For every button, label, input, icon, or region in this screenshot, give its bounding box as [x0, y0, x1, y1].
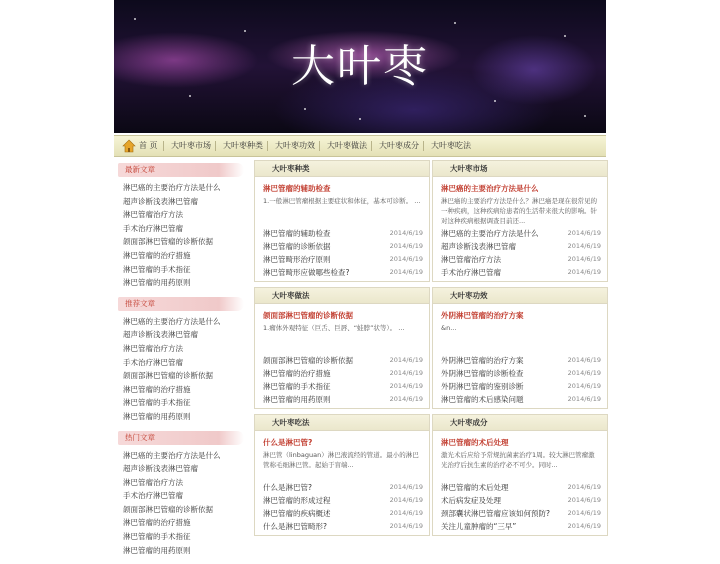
nav-item-ingredients[interactable]: 大叶枣成分: [379, 141, 419, 150]
panel-header: 大叶枣吃法: [255, 415, 429, 431]
sidebar-link[interactable]: 淋巴管瘤的用药原则: [123, 278, 191, 288]
list-item[interactable]: 颌面部淋巴管瘤的诊断依据 2014/6/19: [263, 356, 423, 365]
sidebar-link[interactable]: 颌面部淋巴管瘤的诊断依据: [123, 371, 213, 381]
sidebar-heading-recommended: 推荐文章: [118, 297, 244, 311]
panel-featured-desc: 淋巴癌的主要治疗方法是什么？淋巴癌是现在很常见的一种疾病，这种疾病给患者的生活带来很大的影响。针对这种疾病根据调查目前还...: [441, 197, 597, 225]
nav-item-eating[interactable]: 大叶枣吃法: [431, 141, 471, 150]
panel-featured-title[interactable]: 什么是淋巴管?: [263, 438, 313, 447]
sidebar-link[interactable]: 淋巴管瘤的手术指征: [123, 264, 191, 274]
list-item[interactable]: 淋巴管瘤的术后感染问题 2014/6/19: [441, 395, 601, 404]
list-item[interactable]: 超声诊断浅表淋巴管瘤 2014/6/19: [441, 242, 601, 251]
page-wrapper: [114, 0, 606, 555]
list-item[interactable]: 淋巴管瘤的手术指征 2014/6/19: [263, 382, 423, 391]
sidebar-link[interactable]: 手术治疗淋巴管瘤: [123, 491, 183, 501]
sidebar-link[interactable]: 淋巴管瘤的治疗措施: [123, 518, 191, 528]
latest-articles-list: [114, 181, 249, 290]
list-item[interactable]: 外阴淋巴管瘤的治疗方案 2014/6/19: [441, 356, 601, 365]
panel-article-list: [263, 481, 423, 533]
main-nav: [114, 135, 606, 157]
list-item[interactable]: 淋巴管畸形治疗原则 2014/6/19: [263, 255, 423, 264]
sidebar-link[interactable]: 淋巴管瘤的用药原则: [123, 545, 191, 555]
sidebar-link[interactable]: 淋巴管瘤的手术指征: [123, 398, 191, 408]
sidebar-link[interactable]: 超声诊断浅表淋巴管瘤: [123, 464, 198, 474]
sidebar-link[interactable]: 超声诊断浅表淋巴管瘤: [123, 196, 198, 206]
sidebar-link[interactable]: 手术治疗淋巴管瘤: [123, 357, 183, 367]
sidebar-heading-popular: 热门文章: [118, 431, 244, 445]
list-item[interactable]: 淋巴管瘤的诊断依据 2014/6/19: [263, 242, 423, 251]
list-item[interactable]: 淋巴管瘤的辅助检查 2014/6/19: [263, 229, 423, 238]
panel-ingredients: [432, 414, 608, 536]
list-item[interactable]: 淋巴管瘤的治疗措施 2014/6/19: [263, 369, 423, 378]
sidebar-link[interactable]: 淋巴癌的主要治疗方法是什么: [123, 183, 221, 192]
sidebar-link[interactable]: 颌面部淋巴管瘤的诊断依据: [123, 504, 213, 514]
list-item[interactable]: 淋巴管畸形应做哪些检查? 2014/6/19: [263, 268, 423, 277]
nav-separator: [215, 141, 216, 151]
list-item[interactable]: 外阴淋巴管瘤的诊断检查 2014/6/19: [441, 369, 601, 378]
panel-header: 大叶枣功效: [433, 288, 607, 304]
sidebar-link[interactable]: 淋巴管瘤的用药原则: [123, 411, 191, 421]
sidebar-link[interactable]: 颌面部淋巴管瘤的诊断依据: [123, 237, 213, 247]
panel-featured-desc: 1.瘤体外观特征（巨舌、巨唇、“蛙脖”状等）。 ...: [263, 324, 405, 332]
nav-item-recipes[interactable]: 大叶枣做法: [327, 141, 367, 150]
panel-header: 大叶枣做法: [255, 288, 429, 304]
list-item[interactable]: 淋巴管瘤的形成过程 2014/6/19: [263, 496, 423, 505]
panel-featured-title[interactable]: 外阴淋巴管瘤的治疗方案: [441, 311, 524, 320]
list-item[interactable]: 颈部囊状淋巴管瘤应该如何预防? 2014/6/19: [441, 509, 601, 518]
sidebar-link[interactable]: 淋巴癌的主要治疗方法是什么: [123, 316, 221, 326]
nav-separator: [267, 141, 268, 151]
site-title: 大叶枣: [291, 41, 429, 92]
sidebar: [114, 160, 249, 564]
list-item[interactable]: 淋巴管瘤的术后处理 2014/6/19: [441, 483, 601, 492]
sidebar-link[interactable]: 手术治疗淋巴管瘤: [123, 223, 183, 233]
nav-item-varieties[interactable]: 大叶枣种类: [223, 141, 263, 150]
panel-featured-title[interactable]: 淋巴管瘤的辅助检查: [263, 184, 331, 193]
popular-articles-list: [114, 449, 249, 558]
sidebar-link[interactable]: 淋巴管瘤的治疗措施: [123, 250, 191, 260]
list-item[interactable]: 术后病发症及处理 2014/6/19: [441, 496, 601, 505]
panel-featured-desc: 激光术后应给予常规抗菌素治疗1周。较大淋巴管瘤激光治疗后抗生素的治疗必不可少。同时...: [441, 451, 595, 469]
sidebar-heading-latest: 最新文章: [118, 163, 244, 177]
list-item[interactable]: 手术治疗淋巴管瘤 2014/6/19: [441, 268, 601, 277]
header-banner: [114, 0, 606, 133]
panel-benefits: [432, 287, 608, 409]
panel-featured-title[interactable]: 淋巴癌的主要治疗方法是什么: [441, 184, 539, 193]
panel-article-list: [441, 354, 601, 406]
sidebar-link[interactable]: 淋巴管瘤的手术指征: [123, 532, 191, 542]
list-item[interactable]: 淋巴管瘤的用药原则 2014/6/19: [263, 395, 423, 404]
list-item[interactable]: 关注儿童肿瘤的“三早” 2014/6/19: [441, 522, 601, 531]
list-item[interactable]: 淋巴癌的主要治疗方法是什么 2014/6/19: [441, 229, 601, 238]
list-item[interactable]: 外阴淋巴管瘤的鉴别诊断 2014/6/19: [441, 382, 601, 391]
panel-featured-desc: &n...: [441, 324, 457, 332]
nav-separator: [319, 141, 320, 151]
nav-item-market[interactable]: 大叶枣市场: [171, 141, 211, 150]
recommended-articles-list: [114, 315, 249, 424]
home-icon[interactable]: [122, 139, 136, 153]
list-item[interactable]: 什么是淋巴管畸形? 2014/6/19: [263, 522, 423, 531]
nav-item-home[interactable]: 首 页: [139, 141, 158, 150]
panel-article-list: [441, 227, 601, 279]
panel-varieties: [254, 160, 430, 282]
sidebar-link[interactable]: 淋巴管瘤治疗方法: [123, 343, 183, 353]
panel-featured-title[interactable]: 淋巴管瘤的术后处理: [441, 438, 509, 447]
panel-featured-title[interactable]: 颌面部淋巴管瘤的诊断依据: [263, 311, 353, 320]
sidebar-link[interactable]: 淋巴管瘤治疗方法: [123, 210, 183, 220]
panel-article-list: [441, 481, 601, 533]
sidebar-link[interactable]: 超声诊断浅表淋巴管瘤: [123, 330, 198, 340]
panel-article-list: [263, 227, 423, 279]
nav-separator: [423, 141, 424, 151]
list-item[interactable]: 淋巴管瘤的疾病概述 2014/6/19: [263, 509, 423, 518]
nav-item-benefits[interactable]: 大叶枣功效: [275, 141, 315, 150]
panel-recipes: [254, 287, 430, 409]
list-item[interactable]: 什么是淋巴管? 2014/6/19: [263, 483, 423, 492]
panel-header: 大叶枣种类: [255, 161, 429, 177]
sidebar-link[interactable]: 淋巴管瘤的治疗措施: [123, 384, 191, 394]
panel-market: [432, 160, 608, 282]
sidebar-link[interactable]: 淋巴癌的主要治疗方法是什么: [123, 450, 221, 460]
panel-article-list: [263, 354, 423, 406]
nav-separator: [371, 141, 372, 151]
sidebar-link[interactable]: 淋巴管瘤治疗方法: [123, 477, 183, 487]
panel-featured-desc: 淋巴管（linbaguan）淋巴液流经的管道。最小的淋巴管称毛细淋巴管。起始于盲端...: [263, 451, 419, 469]
list-item[interactable]: 淋巴管瘤治疗方法 2014/6/19: [441, 255, 601, 264]
panel-header: 大叶枣市场: [433, 161, 607, 177]
nav-separator: [163, 141, 164, 151]
panel-eating: [254, 414, 430, 536]
panel-featured-desc: 1.一般淋巴管瘤根据主要症状和体征，基本可诊断。 ...: [263, 197, 421, 205]
panel-header: 大叶枣成分: [433, 415, 607, 431]
